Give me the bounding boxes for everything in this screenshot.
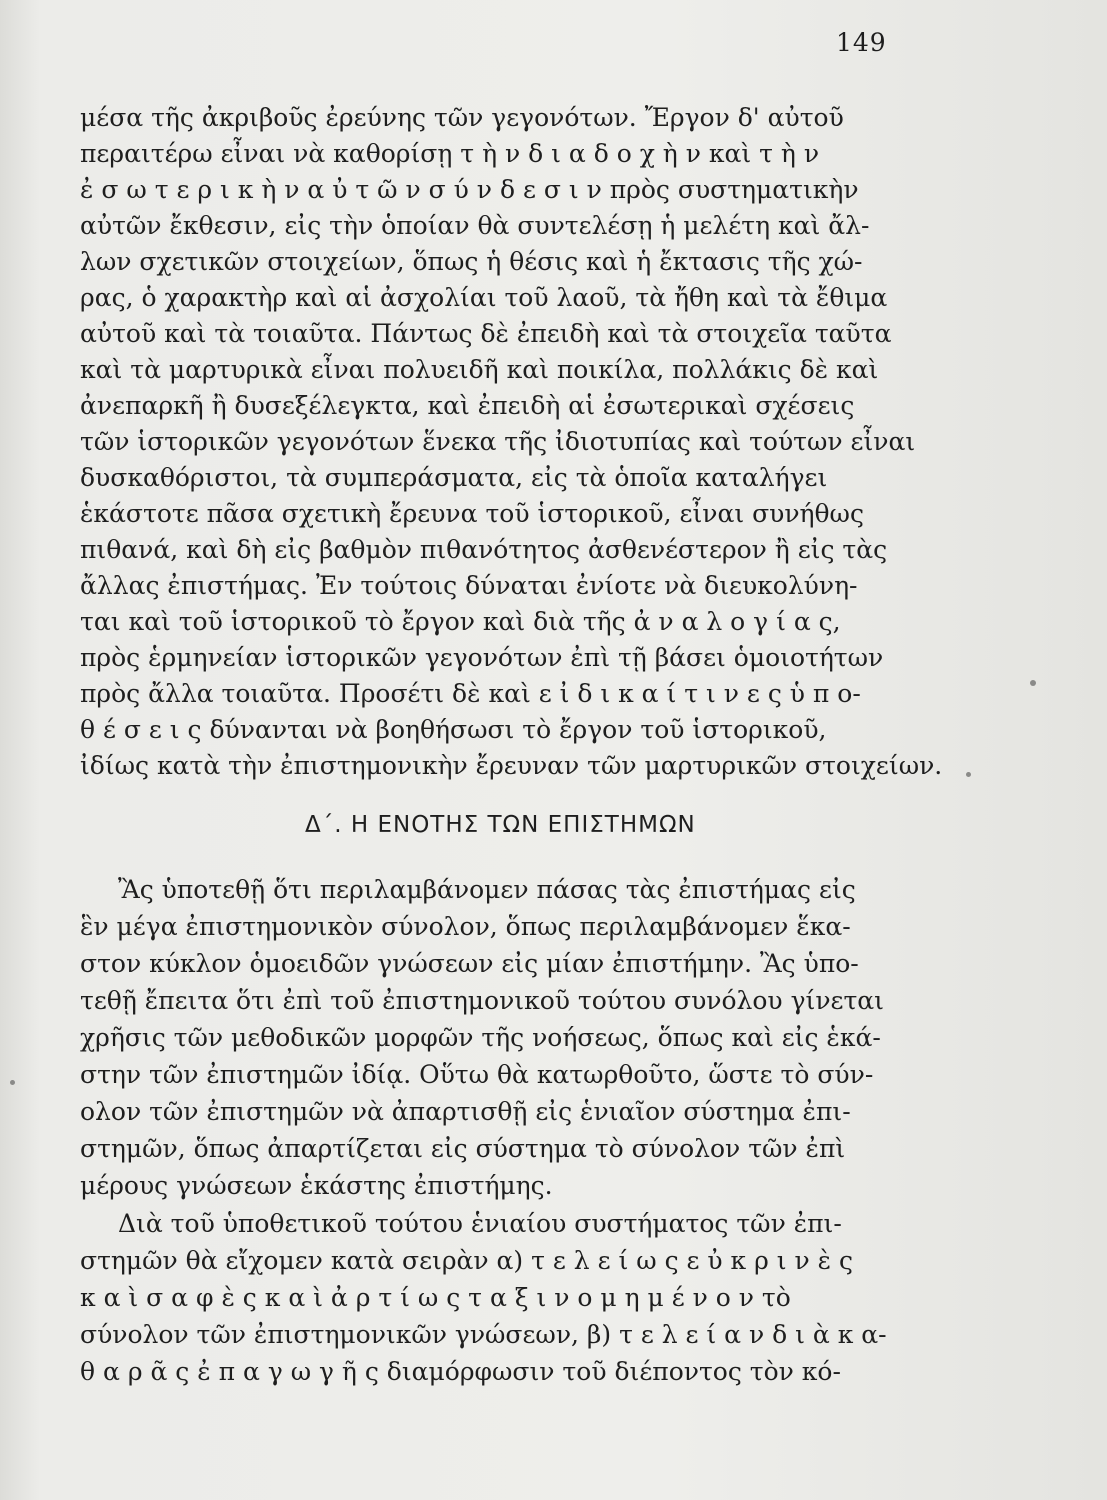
text-line: μέσα τῆς ἀκριβοῦς ἐρεύνης τῶν γεγονότων. Ἔργον δ' αὐτοῦ — [80, 103, 844, 132]
text-line: ἓν μέγα ἐπιστημονικὸν σύνολον, ὅπως περιλαμβάνομεν ἕκα- — [80, 912, 851, 941]
text-line: στην τῶν ἐπιστημῶν ἰδίᾳ. Οὕτω θὰ κατωρθοῦτο, ὥστε τὸ σύν- — [80, 1060, 874, 1089]
text-line: Διὰ τοῦ ὑποθετικοῦ τούτου ἑνιαίου συστήματος τῶν ἐπι- — [118, 1209, 842, 1238]
text-line: μέρους γνώσεων ἑκάστης ἐπιστήμης. — [80, 1171, 553, 1200]
paper-speck — [1030, 680, 1036, 686]
text-line: ται καὶ τοῦ ἱστορικοῦ τὸ ἔργον καὶ διὰ τῆς ἀ ν α λ ο γ ί α ς, — [80, 607, 841, 636]
text-line: λων σχετικῶν στοιχείων, ὅπως ἡ θέσις καὶ ἡ ἔκτασις τῆς χώ- — [80, 247, 863, 276]
paper-speck — [966, 772, 971, 777]
text-line: τῶν ἱστορικῶν γεγονότων ἕνεκα τῆς ἰδιοτυπίας καὶ τούτων εἶναι — [80, 427, 916, 456]
text-line: Ἂς ὑποτεθῇ ὅτι περιλαμβάνομεν πάσας τὰς ἐπιστήμας εἰς — [118, 875, 856, 904]
text-line: αὐτῶν ἔκθεσιν, εἰς τὴν ὁποίαν θὰ συντελέσῃ ἡ μελέτη καὶ ἄλ- — [80, 211, 870, 240]
text-line: στημῶν, ὅπως ἀπαρτίζεται εἰς σύστημα τὸ σύνολον τῶν ἐπὶ — [80, 1134, 846, 1163]
text-line: περαιτέρω εἶναι νὰ καθορίσῃ τ ὴ ν δ ι α δ ο χ ὴ ν καὶ τ ὴ ν — [80, 139, 820, 168]
text-line: ἰδίως κατὰ τὴν ἐπιστημονικὴν ἔρευναν τῶν μαρτυρικῶν στοιχείων. — [80, 751, 943, 780]
text-line: πιθανά, καὶ δὴ εἰς βαθμὸν πιθανότητος ἀσθενέστερον ἢ εἰς τὰς — [80, 535, 888, 564]
text-line: δυσκαθόριστοι, τὰ συμπεράσματα, εἰς τὰ ὁποῖα καταλήγει — [80, 463, 828, 492]
text-line: ἑκάστοτε πᾶσα σχετικὴ ἔρευνα τοῦ ἱστορικοῦ, εἶναι συνήθως — [80, 499, 864, 528]
text-line: τεθῇ ἔπειτα ὅτι ἐπὶ τοῦ ἐπιστημονικοῦ τούτου συνόλου γίνεται — [80, 986, 884, 1015]
text-line: πρὸς ἄλλα τοιαῦτα. Προσέτι δὲ καὶ ε ἰ δ ι κ α ί τ ι ν ε ς ὑ π ο- — [80, 679, 861, 708]
text-line: ολον τῶν ἐπιστημῶν νὰ ἀπαρτισθῇ εἰς ἑνιαῖον σύστημα ἐπι- — [80, 1097, 851, 1126]
text-line: στημῶν θὰ εἴχομεν κατὰ σειρὰν α) τ ε λ ε ί ω ς ε ὐ κ ρ ι ν ὲ ς — [80, 1246, 854, 1275]
text-line: χρῆσις τῶν μεθοδικῶν μορφῶν τῆς νοήσεως, ὅπως καὶ εἰς ἑκά- — [80, 1023, 881, 1052]
text-line: αὐτοῦ καὶ τὰ τοιαῦτα. Πάντως δὲ ἐπειδὴ καὶ τὰ στοιχεῖα ταῦτα — [80, 319, 892, 348]
text-line: καὶ τὰ μαρτυρικὰ εἶναι πολυειδῆ καὶ ποικίλα, πολλάκις δὲ καὶ — [80, 355, 879, 384]
text-line: πρὸς ἑρμηνείαν ἱστορικῶν γεγονότων ἐπὶ τῇ βάσει ὁμοιοτήτων — [80, 643, 884, 672]
text-line: ἐ σ ω τ ε ρ ι κ ὴ ν α ὐ τ ῶ ν σ ύ ν δ ε σ ι ν πρὸς συστηματικὴν — [80, 175, 859, 204]
text-line: κ α ὶ σ α φ ὲ ς κ α ὶ ἀ ρ τ ί ω ς τ α ξ ι ν ο μ η μ έ ν ο ν τὸ — [80, 1283, 791, 1312]
text-line: θ α ρ ᾶ ς ἐ π α γ ω γ ῆ ς διαμόρφωσιν τοῦ διέποντος τὸν κό- — [80, 1357, 841, 1386]
section-heading: Δ΄. Η ΕΝΟΤΗΣ ΤΩΝ ΕΠΙΣΤΗΜΩΝ — [305, 812, 696, 838]
text-line: ρας, ὁ χαρακτὴρ καὶ αἱ ἀσχολίαι τοῦ λαοῦ, τὰ ἤθη καὶ τὰ ἔθιμα — [80, 283, 888, 312]
paper-speck — [10, 1080, 15, 1085]
text-line: σύνολον τῶν ἐπιστημονικῶν γνώσεων, β) τ ε λ ε ί α ν δ ι ὰ κ α- — [80, 1320, 887, 1349]
text-line: ἄλλας ἐπιστήμας. Ἐν τούτοις δύναται ἐνίοτε νὰ διευκολύνη- — [80, 571, 858, 600]
text-line: ἀνεπαρκῆ ἢ δυσεξέλεγκτα, καὶ ἐπειδὴ αἱ ἐσωτερικαὶ σχέσεις — [80, 391, 855, 420]
text-line: θ έ σ ε ι ς δύνανται νὰ βοηθήσωσι τὸ ἔργον τοῦ ἱστορικοῦ, — [80, 715, 827, 744]
page-number: 149 — [836, 28, 887, 57]
text-line: στον κύκλον ὁμοειδῶν γνώσεων εἰς μίαν ἐπιστήμην. Ἂς ὑπο- — [80, 949, 859, 978]
